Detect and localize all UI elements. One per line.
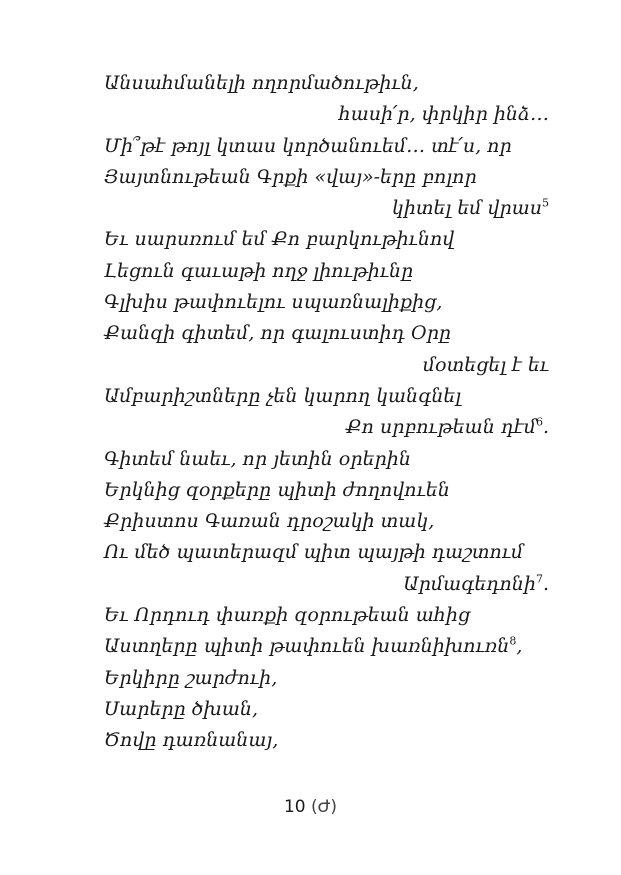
poem-line-text: Գիտեմ նաեւ, որ յետին օրերին [104,447,411,470]
poem-line [104,318,549,349]
poem-line-text: Մի՞թէ թոյլ կտաս կործանուեմ… տէ՛ս, որ [104,134,512,157]
page-number-digits: 10 [283,797,306,817]
poem-line-text: Աստղերը պիտի թափուեն խառնիխուռն [104,635,510,658]
poem-line [104,631,549,662]
poem-line [104,506,549,537]
poem-line-text: Քո սրբութեան դէմ [345,416,536,439]
poem-line-text: Քրիստոս Գառան դրօշակի տակ, [104,510,435,533]
poem-line-text: Ու մեծ պատերազմ պիտ պայթի դաշտում [104,541,524,564]
page-number [0,797,621,817]
poem-line [104,287,549,318]
footnote-marker: 8 [509,635,517,649]
poem-line-text: Երկիրը շարժուի, [104,666,278,689]
poem-line [104,725,549,756]
poem-line-text: հասի՛ր, փրկիր ինձ… [338,103,549,126]
poem-line-punctuation: , [516,635,523,658]
poem-line-punctuation: . [542,416,549,439]
poem-line-text: Լեցուն գաւաթի ողջ լիութիւնը [104,259,414,282]
poem-line [104,162,549,193]
poem-line-text: Ամբարիշտները չեն կարող կանգնել [104,384,462,407]
poem-line [104,537,549,568]
footnote-marker: 5 [542,196,549,210]
poem-line [104,99,549,130]
poem-line-punctuation: . [542,572,549,595]
poem-line [104,68,549,99]
poem-line-text: Ծովը դառնանայ, [104,729,279,752]
page-number-letter: (Ժ) [310,797,338,817]
poem-line [104,224,549,255]
poem-line [104,475,549,506]
poem-line-text: Եւ սարսռում եմ Քո բարկութիւնով [104,228,455,251]
poem-line [104,569,549,600]
poem-line-text: Անսահմանելի ողորմածութիւն, [104,72,419,94]
poem-line-text: կիտել եմ վրաս [391,197,542,220]
poem-line [104,444,549,475]
poem-line [104,256,549,287]
poem-line-text: մօտեցել է եւ [422,353,549,376]
poem-body [104,68,549,757]
poem-line-text: Եւ Որդուդ փառքի զօրութեան ահից [104,604,471,627]
footnote-marker: 6 [535,415,543,429]
poem-line [104,131,549,162]
poem-line-text: Քանզի գիտեմ, որ գալուստիդ Օրը [104,322,452,345]
poem-line [104,600,549,631]
poem-line [104,694,549,725]
poem-line [104,663,549,694]
footnote-marker: 7 [535,572,543,586]
poem-line-text: Յայտնութեան Գրքի «վայ»-երը բոլոր [104,165,477,188]
poem-line-text: Գլխիս թափուելու սպառնալիքից, [104,291,443,314]
poem-line [104,381,549,412]
poem-line [104,412,549,443]
poem-line-text: Արմագեդոնի [403,572,536,595]
poem-line [104,350,549,381]
poem-line-text: Երկնից զօրքերը պիտի ժողովուեն [104,478,450,501]
poem-line-text: Սարերը ծխան, [104,697,259,720]
poem-line [104,193,549,224]
